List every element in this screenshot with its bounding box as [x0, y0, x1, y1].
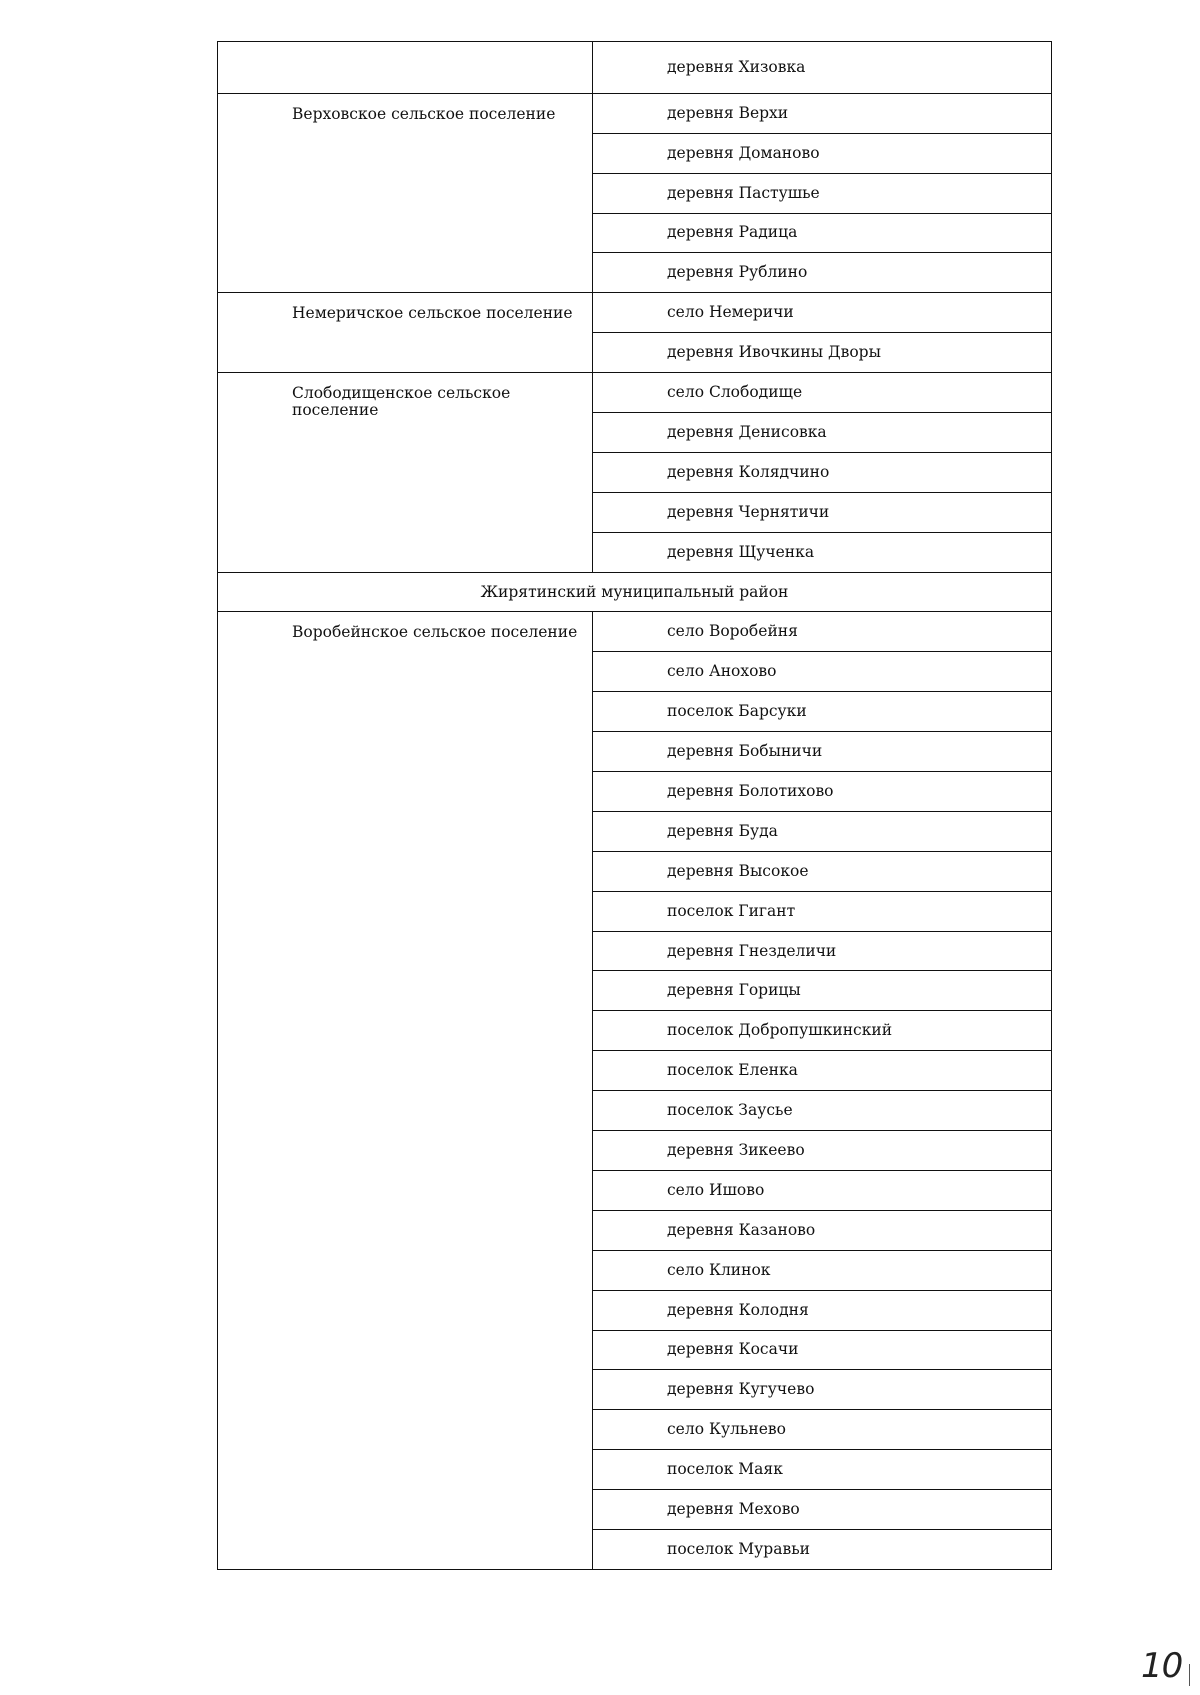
locality-cell: деревня Хизовка	[593, 42, 1052, 94]
locality-cell: деревня Рублино	[593, 253, 1052, 293]
settlement-cell: Немеричское сельское поселение	[218, 293, 593, 373]
locality-cell: деревня Высокое	[593, 851, 1052, 891]
district-heading: Жирятинский муниципальный район	[218, 572, 1052, 612]
locality-cell: деревня Колодня	[593, 1290, 1052, 1330]
locality-cell: деревня Болотихово	[593, 772, 1052, 812]
page-number: 10	[1141, 1646, 1183, 1686]
district-row	[218, 572, 1052, 612]
locality-cell: деревня Колядчино	[593, 452, 1052, 492]
settlement-cell: Верховское сельское поселение	[218, 93, 593, 292]
locality-cell: поселок Муравьи	[593, 1529, 1052, 1569]
locality-cell: деревня Чернятичи	[593, 492, 1052, 532]
locality-cell: село Воробейня	[593, 612, 1052, 652]
locality-cell: деревня Гнезделичи	[593, 931, 1052, 971]
margin-mark	[1189, 1664, 1190, 1686]
table-row	[218, 612, 1052, 652]
locality-cell: село Ишово	[593, 1170, 1052, 1210]
locality-cell: поселок Маяк	[593, 1450, 1052, 1490]
locality-cell: деревня Щученка	[593, 532, 1052, 572]
locality-cell: село Анохово	[593, 652, 1052, 692]
settlement-cell	[218, 42, 593, 94]
locality-cell: деревня Верхи	[593, 93, 1052, 133]
locality-cell: село Слободище	[593, 373, 1052, 413]
table-row	[218, 93, 1052, 133]
settlement-cell: Слободищенское сельское поселение	[218, 373, 593, 572]
locality-cell: деревня Горицы	[593, 971, 1052, 1011]
locality-cell: деревня Казаново	[593, 1210, 1052, 1250]
table-row	[218, 373, 1052, 413]
locality-cell: деревня Радица	[593, 213, 1052, 253]
table-row	[218, 293, 1052, 333]
locality-cell: деревня Доманово	[593, 133, 1052, 173]
locality-cell: поселок Гигант	[593, 891, 1052, 931]
settlements-table	[217, 41, 1052, 1570]
locality-cell: деревня Косачи	[593, 1330, 1052, 1370]
locality-cell: деревня Бобыничи	[593, 732, 1052, 772]
locality-cell: село Клинок	[593, 1250, 1052, 1290]
locality-cell: деревня Буда	[593, 811, 1052, 851]
locality-cell: село Кульнево	[593, 1410, 1052, 1450]
locality-cell: деревня Кугучево	[593, 1370, 1052, 1410]
locality-cell: поселок Барсуки	[593, 692, 1052, 732]
locality-cell: поселок Еленка	[593, 1051, 1052, 1091]
locality-cell: поселок Заусье	[593, 1091, 1052, 1131]
locality-cell: село Немеричи	[593, 293, 1052, 333]
locality-cell: деревня Ивочкины Дворы	[593, 333, 1052, 373]
table-row	[218, 42, 1052, 94]
settlement-cell: Воробейнское сельское поселение	[218, 612, 593, 1569]
locality-cell: деревня Мехово	[593, 1490, 1052, 1530]
locality-cell: деревня Зикеево	[593, 1131, 1052, 1171]
locality-cell: деревня Пастушье	[593, 173, 1052, 213]
locality-cell: поселок Добропушкинский	[593, 1011, 1052, 1051]
locality-cell: деревня Денисовка	[593, 413, 1052, 453]
